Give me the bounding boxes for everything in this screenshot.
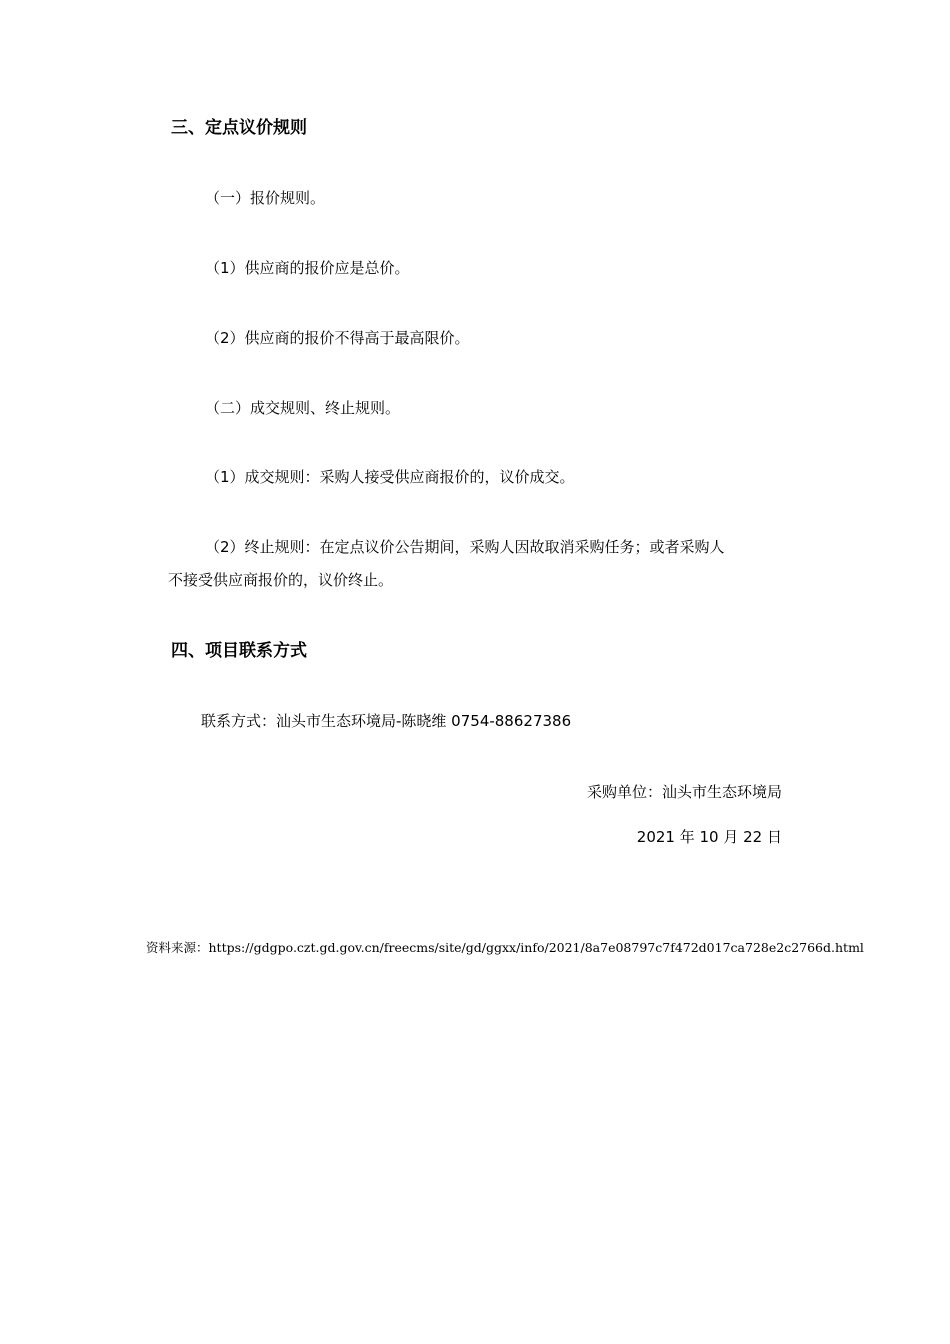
quote-rule-2: （2）供应商的报价不得高于最高限价。 (205, 329, 470, 347)
quote-rules-title: （一）报价规则。 (205, 189, 326, 207)
termination-rule-line-1: （2）终止规则：在定点议价公告期间，采购人因故取消采购任务；或者采购人 (205, 538, 725, 556)
deal-termination-rules-title: （二）成交规则、终止规则。 (205, 399, 401, 417)
section-3-heading: 三、定点议价规则 (171, 118, 307, 138)
quote-rule-1: （1）供应商的报价应是总价。 (205, 259, 410, 277)
contact-info: 联系方式：汕头市生态环境局-陈晓维 0754-88627386 (201, 712, 572, 730)
source-link: 资料来源：https://gdgpo.czt.gd.gov.cn/freecms/site/gd/ggxx/info/2021/8a7e08797c7f472d017ca728e2c2766d.html (146, 940, 864, 955)
purchaser-unit: 采购单位：汕头市生态环境局 (586, 783, 782, 801)
deal-rule: （1）成交规则：采购人接受供应商报价的，议价成交。 (205, 468, 575, 486)
announcement-date: 2021 年 10 月 22 日 (636, 828, 782, 846)
section-4-heading: 四、项目联系方式 (171, 641, 307, 661)
termination-rule-line-2: 不接受供应商报价的，议价终止。 (168, 571, 394, 589)
